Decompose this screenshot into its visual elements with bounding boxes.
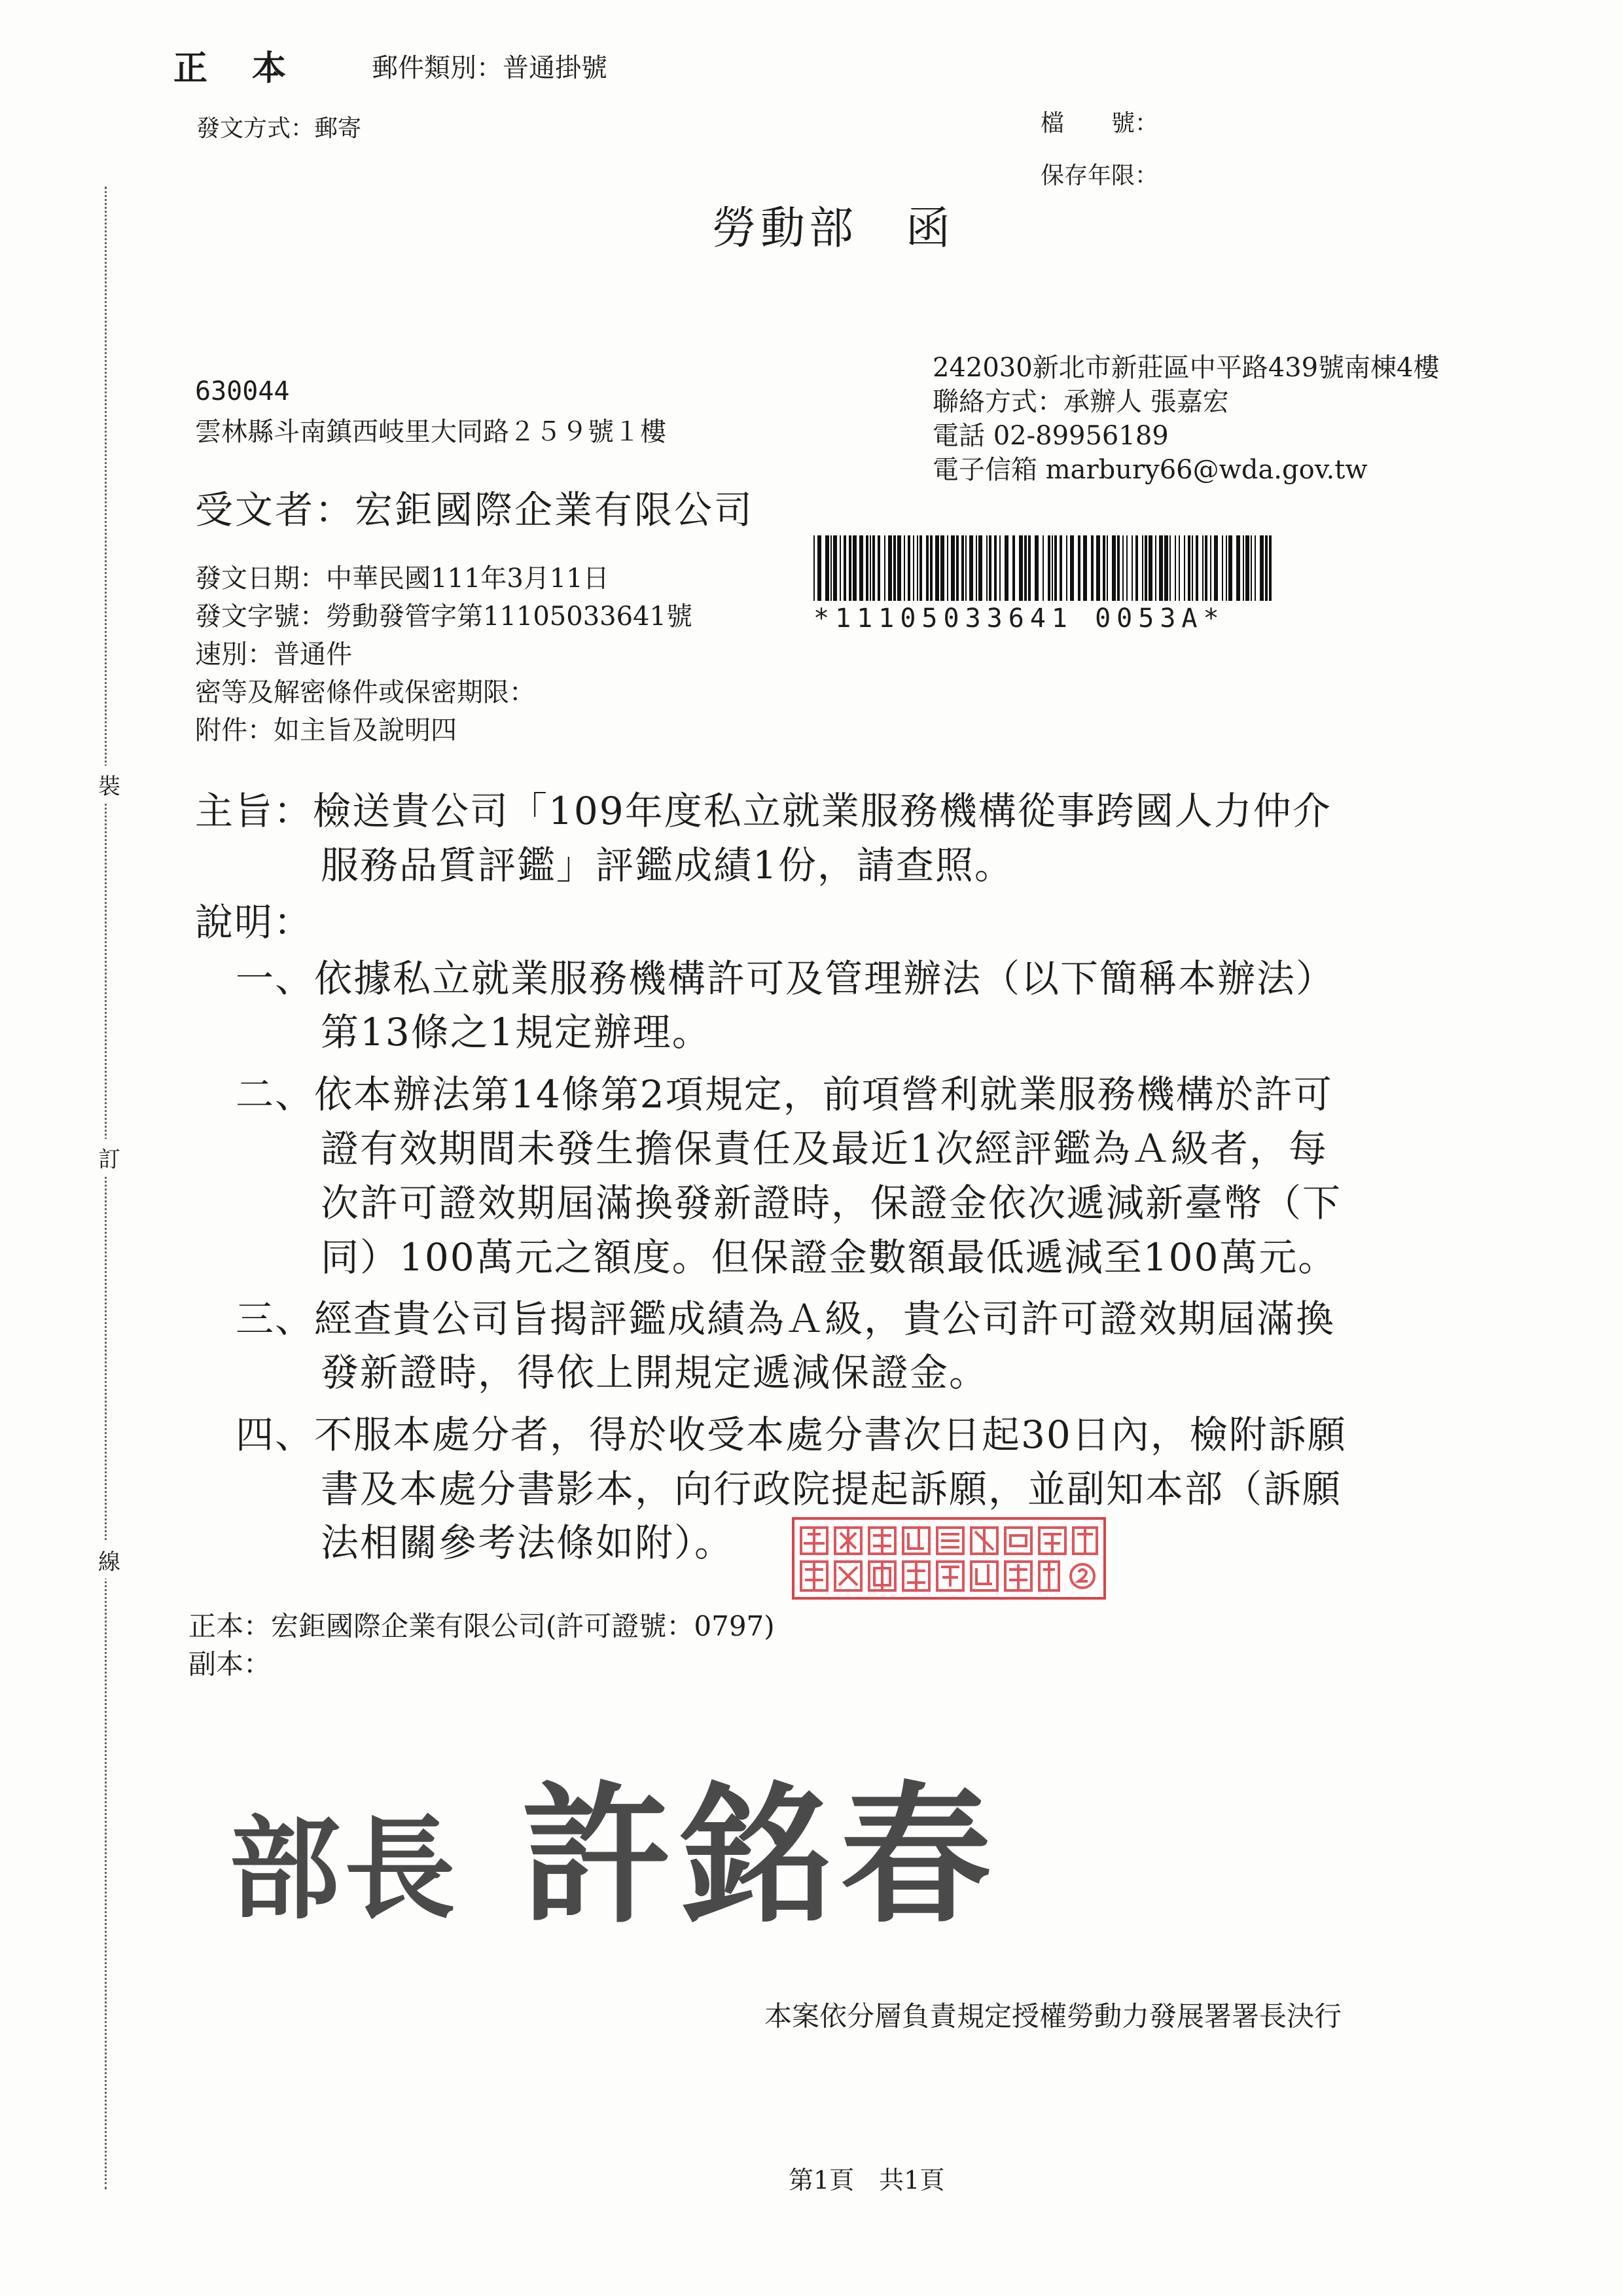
barcode-bar	[1070, 535, 1074, 601]
barcode-bar	[884, 535, 885, 601]
barcode-bar	[1269, 535, 1272, 601]
barcode-bar	[917, 535, 918, 601]
barcode-bar	[1035, 535, 1039, 601]
barcode-bar	[1159, 535, 1163, 601]
barcode-bar	[825, 535, 829, 601]
binding-line	[105, 187, 107, 2189]
barcode-bar	[994, 535, 997, 601]
barcode-bar	[1245, 535, 1249, 601]
distribution-copy: 副本：	[188, 1648, 272, 1680]
item-1-line-2: 第13條之1規定辦理。	[321, 1010, 711, 1054]
official-seal	[792, 1517, 1106, 1600]
barcode-bar	[1175, 535, 1176, 601]
barcode-bar	[999, 535, 1001, 601]
barcode-bar	[1091, 535, 1094, 601]
subject-line-1: 主旨：檢送貴公司「109年度私立就業服務機構從事跨國人力仲介	[195, 789, 1332, 833]
barcode-bar	[1251, 535, 1252, 601]
barcode-bar	[872, 535, 875, 601]
barcode-bar	[1145, 535, 1147, 601]
barcode-bar	[951, 535, 955, 601]
copy-type: 正 本	[173, 48, 292, 88]
issue-date: 發文日期：中華民國111年3月11日	[195, 564, 609, 594]
barcode-bar	[1117, 535, 1120, 601]
document-number: 發文字號：勞動發管字第11105033641號	[195, 601, 692, 632]
barcode-bar	[1028, 535, 1031, 601]
sender-address: 242030新北市新莊區中平路439號南棟4樓	[933, 353, 1440, 383]
item-2-line-2: 證有效期間未發生擔保責任及最近1次經評鑑為Ａ級者，每	[321, 1126, 1328, 1171]
barcode-bar	[1060, 535, 1062, 601]
barcode-bar	[849, 535, 851, 601]
barcode-bar	[913, 535, 914, 601]
barcode-bar	[919, 535, 922, 601]
barcode-bar	[817, 535, 821, 601]
barcode-bar	[1149, 535, 1152, 601]
barcode-bar	[853, 535, 857, 601]
subject-line-2: 服務品質評鑑」評鑑成績1份，請查照。	[321, 843, 1014, 888]
barcode-bar	[1019, 535, 1023, 601]
barcode-bar	[833, 535, 837, 601]
delegation-note: 本案依分層負責規定授權勞動力發展署署長決行	[764, 2000, 1342, 2032]
speed-category: 速別：普通件	[195, 639, 352, 670]
barcode-bar	[1122, 535, 1124, 601]
barcode-bar	[978, 535, 982, 601]
barcode-bar	[1103, 535, 1105, 601]
mail-category: 郵件類別：普通掛號	[372, 53, 607, 83]
distribution-original: 正本：宏鉅國際企業有限公司(許可證號：0797)	[188, 1610, 775, 1642]
barcode-bar	[930, 535, 933, 601]
barcode-bar	[908, 535, 910, 601]
barcode-bar	[965, 535, 967, 601]
barcode-bar	[1142, 535, 1143, 601]
attachment-note: 附件：如主旨及說明四	[195, 715, 457, 745]
barcode-bar	[1066, 535, 1067, 601]
document-title: 勞動部 函	[712, 203, 955, 255]
barcode-bar	[1135, 535, 1138, 601]
barcode-bar	[1054, 535, 1057, 601]
item-2-line-4: 同）100萬元之額度。但保證金數額最低遞減至100萬元。	[321, 1235, 1338, 1280]
barcode-bar	[926, 535, 929, 601]
barcode	[813, 535, 1272, 601]
barcode-bar	[1155, 535, 1156, 601]
barcode-bar	[989, 535, 991, 601]
barcode-bar	[1112, 535, 1116, 601]
barcode-bar	[1265, 535, 1268, 601]
barcode-bar	[1255, 535, 1256, 601]
barcode-bar	[1214, 535, 1218, 601]
binding-char-ding: 訂	[98, 1139, 120, 1176]
item-2-line-3: 次許可證效期屆滿換發新證時，保證金依次遞減新臺幣（下	[321, 1181, 1342, 1225]
barcode-bar	[1132, 535, 1133, 601]
item-3-line-2: 發新證時，得依上開規定遞減保證金。	[321, 1350, 989, 1395]
sender-email: 電子信箱 marbury66@wda.gov.tw	[933, 455, 1368, 485]
barcode-bar	[1164, 535, 1168, 601]
barcode-bar	[1188, 535, 1190, 601]
barcode-bar	[1083, 535, 1087, 601]
barcode-bar	[1243, 535, 1244, 601]
barcode-text: *11105033641 0053A*	[813, 603, 1225, 634]
barcode-bar	[1196, 535, 1198, 601]
barcode-bar	[969, 535, 973, 601]
barcode-bar	[1179, 535, 1180, 601]
barcode-bar	[1024, 535, 1027, 601]
barcode-bar	[840, 535, 841, 601]
barcode-bar	[1078, 535, 1080, 601]
barcode-bar	[1205, 535, 1207, 601]
barcode-bar	[1222, 535, 1223, 601]
recipient-postal-code: 630044	[195, 376, 290, 406]
barcode-bar	[878, 535, 880, 601]
barcode-bar	[844, 535, 846, 601]
barcode-bar	[956, 535, 959, 601]
item-2-line-1: 二、依本辦法第14條第2項規定，前項營利就業服務機構於許可	[236, 1072, 1333, 1117]
item-4-line-2: 書及本處分書影本，向行政院提起訴願，並副知本部（訴願	[321, 1467, 1342, 1511]
barcode-bar	[1226, 535, 1227, 601]
barcode-bar	[1184, 535, 1185, 601]
barcode-bar	[1048, 535, 1050, 601]
barcode-bar	[1043, 535, 1044, 601]
barcode-bar	[904, 535, 905, 601]
barcode-bar	[859, 535, 863, 601]
secrecy-condition: 密等及解密條件或保密期限：	[195, 677, 535, 708]
page-footer: 第1頁 共1頁	[789, 2166, 945, 2195]
recipient: 受文者：宏鉅國際企業有限公司	[195, 488, 755, 532]
barcode-bar	[1192, 535, 1193, 601]
barcode-bar	[813, 535, 815, 601]
sender-contact: 聯絡方式：承辦人 張嘉宏	[933, 387, 1229, 417]
minister-signature	[229, 1767, 1001, 1944]
barcode-bar	[961, 535, 964, 601]
barcode-bar	[1236, 535, 1240, 601]
barcode-bar	[1107, 535, 1108, 601]
barcode-bar	[1126, 535, 1128, 601]
binding-char-zhuang: 裝	[98, 766, 120, 803]
barcode-bar	[940, 535, 944, 601]
barcode-bar	[1012, 535, 1015, 601]
item-1-line-1: 一、依據私立就業服務機構許可及管理辦法（以下簡稱本辦法）	[236, 956, 1336, 1001]
barcode-bar	[1202, 535, 1204, 601]
barcode-bar	[1096, 535, 1100, 601]
barcode-bar	[947, 535, 948, 601]
sender-phone: 電話 02-89956189	[933, 421, 1169, 451]
item-3-line-1: 三、經查貴公司旨揭評鑑成績為Ａ級，貴公司許可證效期屆滿換	[236, 1297, 1336, 1341]
barcode-bar	[1005, 535, 1008, 601]
barcode-bar	[866, 535, 868, 601]
retention-period-label: 保存年限：	[1041, 162, 1159, 189]
barcode-bar	[897, 535, 901, 601]
signature-title: 部長	[229, 1804, 460, 1935]
send-method: 發文方式：郵寄	[196, 115, 362, 142]
barcode-bar	[893, 535, 896, 601]
barcode-bar	[888, 535, 892, 601]
barcode-bar	[1210, 535, 1211, 601]
item-4-line-3: 法相關參考法條如附）。	[321, 1520, 734, 1565]
recipient-address: 雲林縣斗南鎮西岐里大同路２５９號１樓	[195, 417, 666, 447]
barcode-bar	[1052, 535, 1053, 601]
binding-char-xian: 線	[98, 1541, 120, 1579]
barcode-bar	[1228, 535, 1232, 601]
barcode-bar	[870, 535, 871, 601]
file-number-label: 檔 號：	[1041, 110, 1159, 137]
signature-name: 許銘春	[521, 1767, 1001, 1944]
barcode-bar	[1169, 535, 1171, 601]
item-4-line-1: 四、不服本處分者，得於收受本處分書次日起30日內，檢附訴願	[236, 1412, 1347, 1457]
barcode-bar	[935, 535, 939, 601]
barcode-bar	[976, 535, 977, 601]
barcode-bar	[986, 535, 988, 601]
barcode-bar	[830, 535, 832, 601]
explanation-label: 說明：	[195, 900, 313, 944]
barcode-bar	[1260, 535, 1264, 601]
